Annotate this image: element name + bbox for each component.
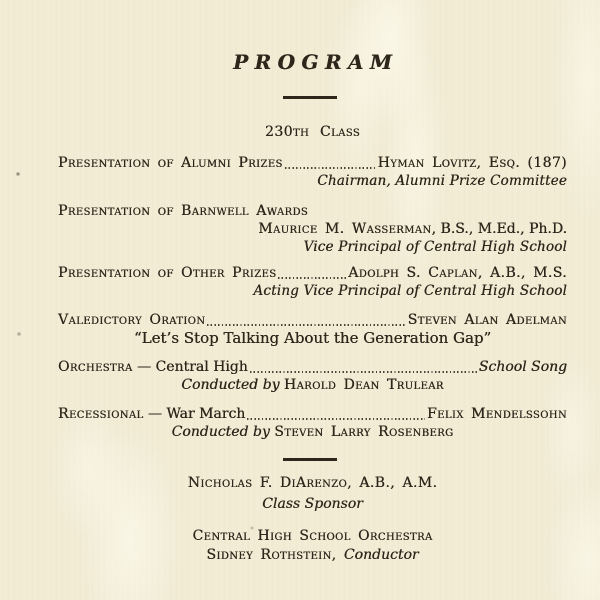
conductor-line [58, 377, 567, 394]
entry-label [58, 359, 248, 376]
class-sponsor-block [58, 475, 567, 513]
orchestra-conductor-name: Sidney Rothstein, [206, 547, 344, 563]
conducted-by-text: Conducted by [171, 424, 275, 440]
conducted-by-text: Conducted by [181, 377, 284, 393]
orchestra-conductor-role: Conductor [343, 547, 419, 563]
entry-label-piece: — War March [143, 406, 246, 422]
entry-row [58, 155, 567, 172]
entry-row [58, 265, 567, 282]
entry-alumni-prizes [58, 155, 567, 190]
orchestra-block [58, 528, 567, 564]
entry-orchestra-school-song [58, 359, 567, 394]
entry-label: Valedictory Oration [58, 312, 206, 328]
dotted-leader [283, 155, 378, 172]
entry-label [58, 406, 245, 423]
entry-barnwell-awards [58, 203, 567, 256]
bottom-divider [283, 458, 337, 461]
entry-presenter: Hyman Lovitz, Esq. (187) [377, 155, 567, 171]
entry-other-prizes [58, 265, 567, 300]
conductor-name: Harold Dean Trulear [283, 377, 444, 393]
conductor-line [58, 424, 567, 441]
dotted-leader [276, 265, 348, 282]
entry-presenter: Adolph S. Caplan, A.B., M.S. [348, 265, 567, 281]
dotted-leader [245, 406, 427, 423]
entry-row [58, 312, 567, 329]
entry-row [58, 359, 567, 376]
entry-presenter: Steven Alan Adelman [407, 312, 567, 328]
entry-row [58, 203, 567, 220]
presenter-name: Maurice M. Wasserman [258, 221, 432, 237]
orchestra-conductor-line [58, 547, 567, 564]
conductor-name: Steven Larry Rosenberg [274, 424, 454, 440]
entry-label-smallcaps: Orchestra [58, 359, 133, 375]
entry-label: Presentation of Alumni Prizes [58, 155, 283, 171]
class-heading: 230th Class [264, 124, 361, 140]
orchestra-name: Central High School Orchestra [192, 528, 433, 544]
dotted-leader [205, 312, 407, 329]
entry-credit: Chairman, Alumni Prize Committee [317, 173, 567, 189]
sponsor-name: Nicholas F. DiArenzo, A.B., A.M. [187, 475, 438, 491]
entry-recessional [58, 406, 567, 441]
dotted-leader [248, 359, 479, 376]
entry-credit: Vice Principal of Central High School [303, 239, 567, 255]
oration-quote: “Let’s Stop Talking About the Generation Gap” [133, 329, 492, 347]
entry-label-smallcaps: Recessional [58, 406, 144, 422]
entry-piece-title: School Song [478, 359, 567, 375]
entry-presenter [58, 221, 567, 238]
top-divider [283, 96, 337, 99]
entry-row [58, 406, 567, 423]
sponsor-role: Class Sponsor [262, 496, 363, 512]
entry-valedictory-oration [58, 312, 567, 347]
entry-credit: Acting Vice Principal of Central High School [253, 283, 567, 299]
entry-label-piece: — Central High [132, 359, 248, 375]
entry-composer: Felix Mendelssohn [426, 406, 567, 422]
entry-label: Presentation of Other Prizes [58, 265, 277, 281]
presenter-degrees: , B.S., M.Ed., Ph.D. [431, 221, 567, 237]
entry-label: Presentation of Barnwell Awards [58, 203, 309, 219]
page-title: PROGRAM [233, 50, 399, 74]
